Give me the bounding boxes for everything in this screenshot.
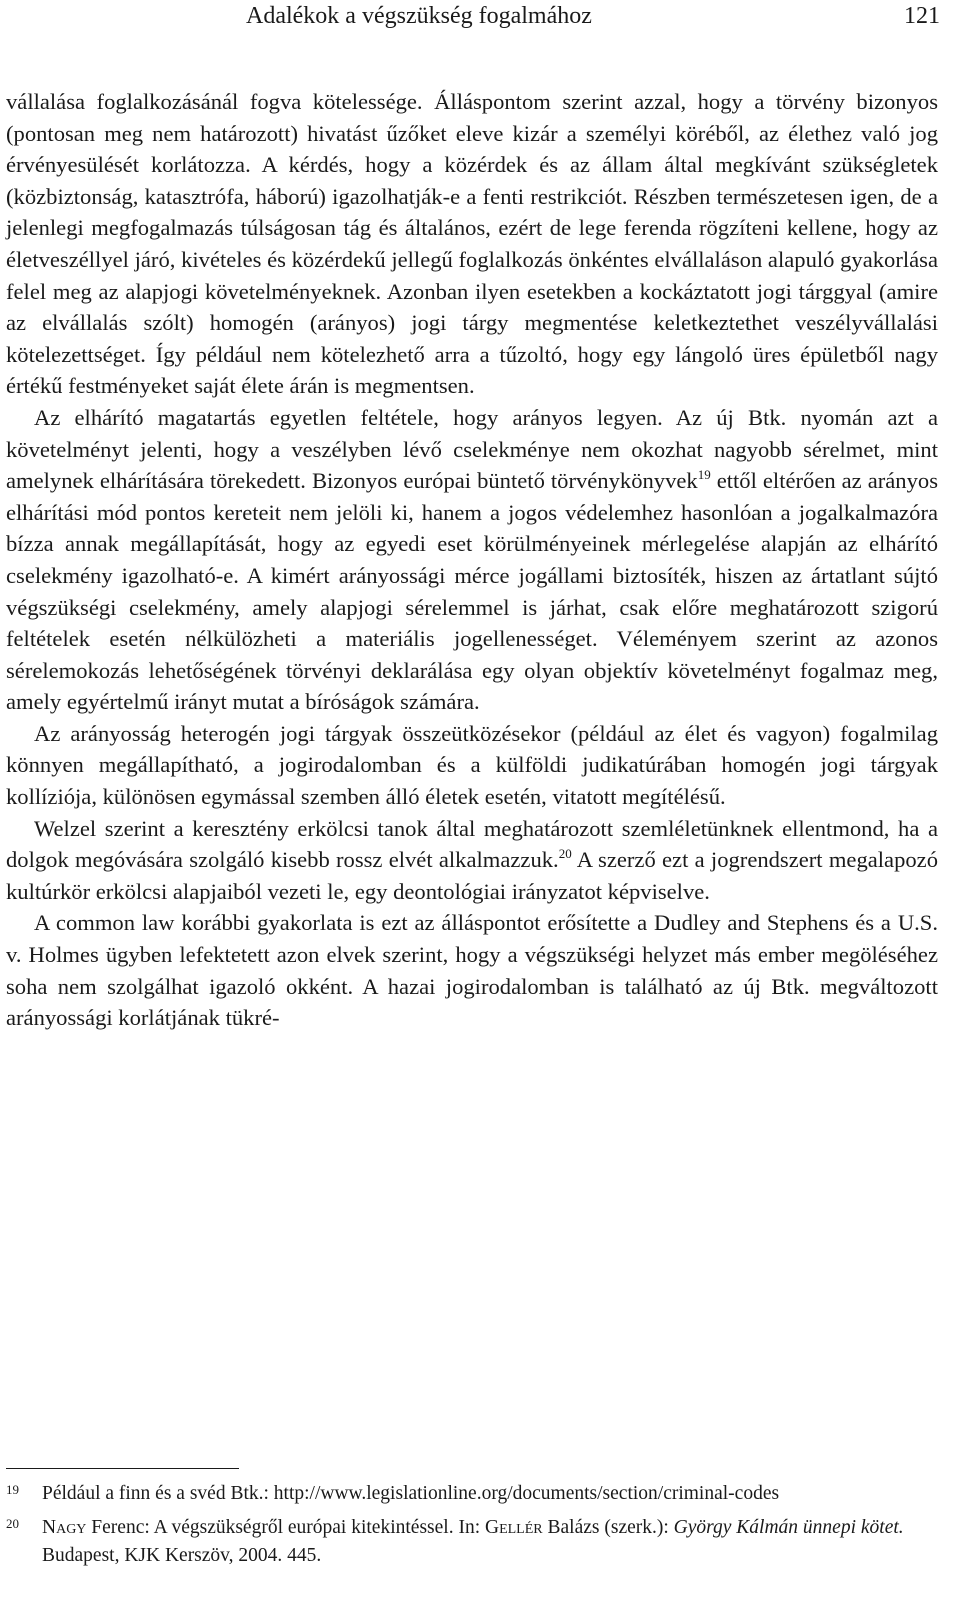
footnote-19 [6,1480,938,1508]
page-number: 121 [904,3,940,29]
footnote-book-title: György Kálmán ünnepi kötet. [673,1517,904,1538]
paragraph-2 [6,402,938,718]
running-header [0,0,960,40]
footnote-ref-19[interactable]: 19 [697,467,711,483]
running-title: Adalékok a végszükség fogalmához [246,3,592,29]
footnote-text: Budapest, KJK Kerszöv, 2004. 445. [42,1545,322,1566]
footnotes [6,1480,938,1576]
footnote-number: 19 [6,1482,19,1497]
paragraph-2-text-after: ettől eltérően az arányos elhárítási mód pontos kereteit nem jelöli ki, hanem a jogos védelemhez hasonlóan a jogalkalmazóra bízza annak megállapítását, hogy az egyedi eset körülményeinek mérlegelése alapján az elhárító cselekmény igazolható-e. A kimért arányossági mérce jogállami biztosíték, hiszen az ártatlant sújtó végszükségi cselekmény, amely alapjogi sérelemmel is járhat, csak előre meghatározott szigorú feltételek esetén nélkülözheti a materiális jogellenességet. Véleményem szerint az azonos sérelemokozás lehetőségének törvényi deklarálása egy olyan objektív követelményt fogalmaz meg, amely egyértelmű irányt mutat a bíróságok számára. [6,468,938,715]
footnote-number: 20 [6,1516,19,1531]
paragraph-4-text-after: A szerző ezt a jogrendszert megalapozó kultúrkör erkölcsi alapjaiból vezeti le, egy deontológiai irányzatot képviselve. [6,847,939,904]
paragraph-4-text-before: Welzel szerint a keresztény erkölcsi tanok által meghatározott szemléletünknek ellentmond, ha a dolgok megóvására szolgáló kisebb rossz elvét alkalmazzuk. [6,815,938,873]
footnote-separator [6,1468,239,1469]
footnote-author: Nagy [42,1517,87,1538]
footnote-20 [6,1514,938,1570]
paragraph-3: Az arányosság heterogén jogi tárgyak összeütközésekor (például az élet és vagyon) fogalmilag könnyen megállapítható, a jogirodalomban és a külföldi judikatúrában homogén jogi tárgyak kollíziója, különösen egymással szemben álló életek esetén, vitatott megítélésű. [6,720,938,810]
paragraph-2-text-before: Az elhárító magatartás egyetlen feltétele, hogy arányos legyen. Az új Btk. nyomán azt a követelményt jelenti, hogy a veszélyben lévő cselekménye nem okozhat nagyobb sérelmet, mint amelynek elhárítására törekedett. Bizonyos európai büntető törvénykönyvek [6,404,938,494]
footnote-text: Ferenc: A végszükségről európai kitekintéssel. In: [86,1517,485,1538]
paragraph-4 [6,813,938,908]
footnote-editor: Gellér [485,1517,543,1538]
body-text [6,86,938,1034]
footnote-ref-20[interactable]: 20 [558,846,572,862]
paragraph-1: vállalása foglalkozásánál fogva kötelessége. Álláspontom szerint azzal, hogy a törvény bizonyos (pontosan meg nem határozott) hivatást űzőket eleve kizár a személyi köréből, az élethez való jog érvényesülését korlátozza. A kérdés, hogy a közérdek és az állam által megkívánt szükségletek (közbiztonság, katasztrófa, háború) igazolhatják-e a fenti restrikciót. Részben természetesen igen, de a jelenlegi megfogalmazás túlságosan tág és általános, ezért de lege ferenda rögzíteni kellene, hogy az életveszéllyel járó, kivételes és közérdekű jellegű foglalkozás önkéntes elvállaláson alapuló gyakorlása felel meg az alapjogi követelményeknek. Azonban ilyen esetekben a kockáztatott jogi tárggyal (amire az elvállalás szólt) homogén (arányos) jogi tárgy megmentése keletkeztethet veszélyvállalási kötelezettséget. Így például nem kötelezhető arra a tűzoltó, hogy egy lángoló üres épületből nagy értékű festményeket saját élete árán is megmentsen. [6,89,938,399]
footnote-text: Például a finn és a svéd Btk.: http://www.legislationline.org/documents/section/criminal-codes [42,1483,780,1504]
footnote-text: Balázs (szerk.): [542,1517,674,1538]
paragraph-5: A common law korábbi gyakorlata is ezt az álláspontot erősítette a Dudley and Stephens és a U.S. v. Holmes ügyben lefektetett azon elvek szerint, hogy a végszükségi helyzet más ember megöléséhez soha nem szolgálhat igazoló okként. A hazai jogirodalomban is található az új Btk. megváltozott arányossági korlátjának tükré- [6,910,938,1031]
